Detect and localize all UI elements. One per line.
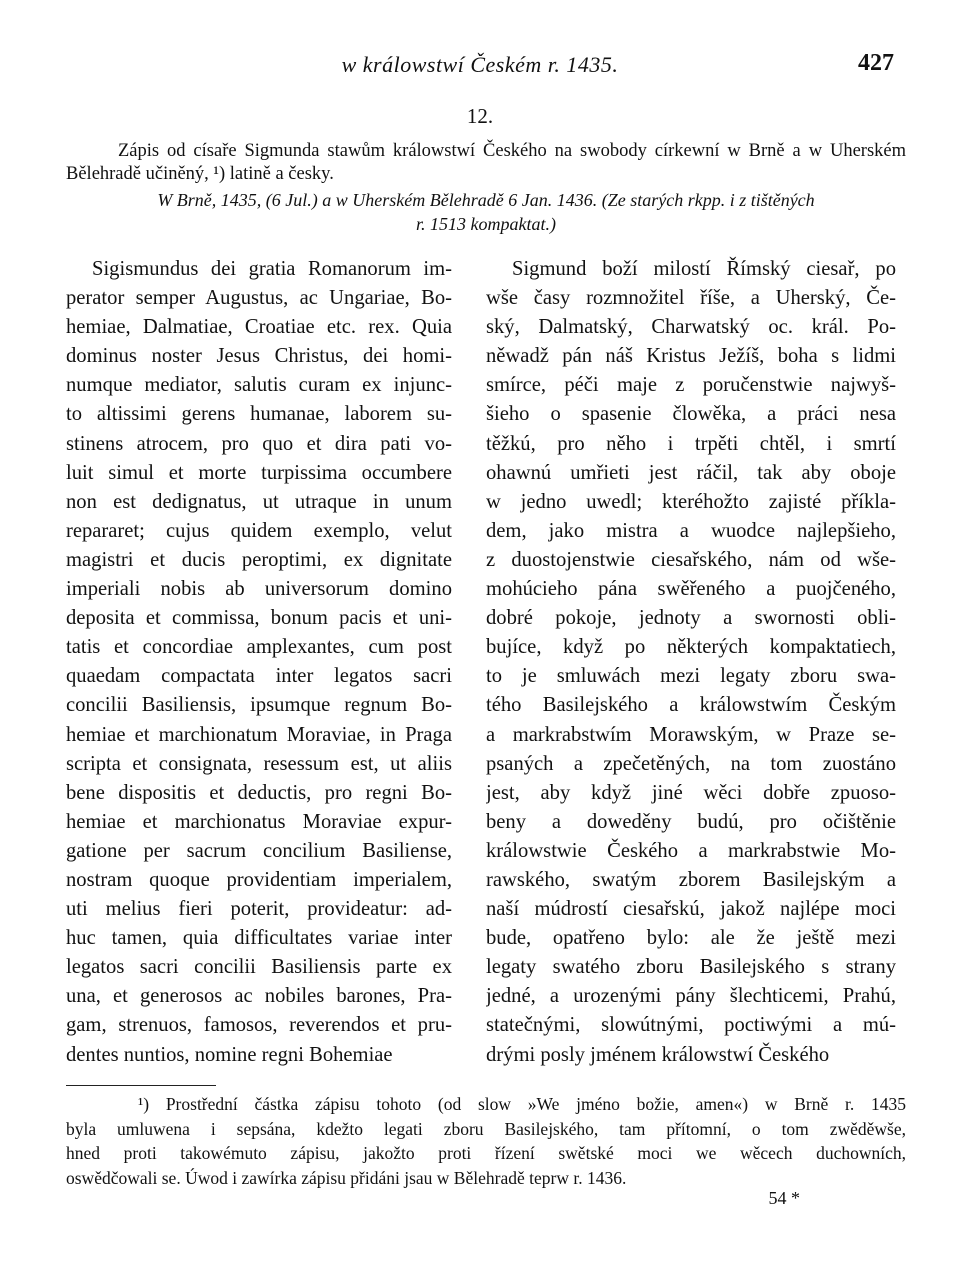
latin-text-line: to altissimi gerens humanae, laborem su- — [66, 403, 452, 426]
czech-text-line: jedné, a urozenými pány šlechticemi, Prahú, — [486, 985, 896, 1008]
latin-text-line: non est dedignatus, ut utraque in unum — [66, 490, 452, 513]
latin-text-line: hemiae, Dalmatiae, Croatiae etc. rex. Quia — [66, 316, 452, 339]
footnote-rule — [66, 1085, 216, 1086]
czech-text-line: tého Basilejského a králowstwím Českým — [486, 694, 896, 717]
latin-text-line: repararet; cujus quidem exemplo, velut — [66, 519, 452, 542]
latin-text-line: scripta et consignata, resessum est, ut aliis — [66, 752, 452, 775]
latin-text-line: imperiali nobis ab universorum domino — [66, 578, 452, 601]
czech-text-line: mohúcieho pána swěřeného a puojčeného, — [486, 578, 896, 601]
latin-text-line: gam, strenuos, famosos, reverendos et pru- — [66, 1014, 452, 1037]
running-title: w králowstwí Českém r. 1435. — [341, 52, 619, 77]
czech-text-line: statečnými, slowútnými, poctiwými a mú- — [486, 1014, 896, 1037]
czech-text-line: to je smluwách mezi legaty zboru swa- — [486, 665, 896, 688]
czech-text-line: w jedno uwedl; kteréhožto zajisté příkla- — [486, 490, 896, 513]
latin-text-line: hemiae et marchionatus Moraviae expur- — [66, 810, 452, 833]
document-heading: Zápis od císaře Sigmunda stawům králowstwí Českého na swobody církewní w Brně a w Uherském Bělehradě učiněný, ¹) latině a česky. — [66, 141, 906, 184]
czech-text-line: z duostojenstwie ciesařského, nám od wše- — [486, 548, 896, 571]
czech-text-line: smírce, péči maje z poručenstwie najwyš- — [486, 374, 896, 397]
latin-text-line: una, et generosos ac nobiles barones, Pra- — [66, 985, 452, 1008]
printer-signature-mark: 54 * — [768, 1188, 800, 1208]
provenance-line-2: r. 1513 kompaktat.) — [416, 214, 556, 234]
latin-text-line: perator semper Augustus, ac Ungariae, Bo- — [66, 287, 452, 310]
footnote-line: byla umluwena i sepsána, kdežto legati zboru Basilejského, tam přítomní, o tom zwěděwše, — [66, 1118, 906, 1139]
czech-text-line: drými posly jménem králowstwí Českého — [486, 1043, 830, 1066]
footnote-line: oswědčowali se. Úwod i zawírka zápisu přidáni jsau w Bělehradě teprw r. 1436. — [66, 1167, 627, 1188]
czech-text-line: psaných a zpečetěných, na tom zuostáno — [486, 752, 896, 775]
latin-text-line: tatis et concordiae amplexantes, cum post — [66, 636, 452, 659]
latin-text-line: hemiae et marchionatum Moraviae, in Praga — [66, 723, 452, 746]
footnote-line: ¹) Prostřední částka zápisu tohoto (od slow »We jméno božie, amen«) w Brně r. 1435 — [138, 1094, 906, 1114]
latin-text-line: concilii Basiliensis, ipsumque regnum Bo- — [66, 694, 452, 717]
czech-text-column — [486, 255, 896, 1070]
czech-text-line: rawského, swatým zborem Basilejským a — [486, 868, 896, 891]
latin-text-line: deposita et commissa, bonum pacis et uni- — [66, 607, 452, 630]
czech-text-line: Sigmund boží milostí Římský ciesař, po — [512, 258, 896, 280]
latin-text-line: luit simul et morte turpissima occumbere — [66, 461, 452, 484]
provenance-line-1: W Brně, 1435, (6 Jul.) a w Uherském Bělehradě 6 Jan. 1436. (Ze starých rkpp. i z tištěných — [157, 190, 815, 210]
latin-text-line: gatione per sacrum concilium Basiliense, — [66, 839, 452, 862]
latin-text-line: dominus noster Jesus Christus, dei homi- — [66, 345, 452, 368]
czech-text-line: králowstwie Českého a markrabstwie Mo- — [486, 839, 896, 862]
latin-text-line: magistri et ducis peroptimi, ex dignitate — [66, 548, 452, 571]
czech-text-line: těžkú, pro něho i trpěti chtěl, i smrtí — [486, 432, 896, 455]
czech-text-line: dobré pokoje, jednoty a swornosti obli- — [486, 607, 896, 630]
czech-text-line: bujíce, když po některých kompaktatiech, — [486, 636, 896, 659]
latin-text-line: Sigismundus dei gratia Romanorum im- — [92, 258, 452, 280]
latin-text-line: dentes nuntios, nomine regni Bohemiae — [66, 1043, 393, 1066]
document-number: 12. — [466, 104, 494, 128]
czech-text-line: naší múdrostí ciesařskú, jakož najlépe moci — [486, 898, 896, 921]
page-number: 427 — [858, 50, 894, 76]
czech-text-line: legaty swatého zboru Basilejského s strany — [486, 956, 896, 979]
latin-text-line: stinens atrocem, pro quo et dira pati vo- — [66, 432, 452, 455]
czech-text-line: ohawnú umřieti jest ráčil, tak aby oboje — [486, 461, 896, 484]
czech-text-line: něwadž pán náš Kristus Ježíš, boha s lidmi — [486, 345, 896, 368]
czech-text-line: wše časy rozmnožitel říše, a Uherský, Če- — [486, 287, 896, 310]
latin-text-column — [66, 255, 452, 1070]
latin-text-line: numque mediator, salutis curam ex injunc- — [66, 374, 452, 397]
footnote — [66, 1092, 906, 1190]
latin-text-line: nostram quoque providentiam imperialem, — [66, 868, 452, 891]
czech-text-line: beny a doweděny budú, pro očištěnie — [486, 810, 896, 833]
provenance-note — [66, 188, 906, 236]
czech-text-line: šieho o spasenie člowěka, a práci nesa — [486, 403, 896, 426]
latin-text-line: huc tamen, quia difficultates variae inter — [66, 927, 452, 950]
footnote-line: hned proti takowémuto zápisu, jakožto proti řízení swětské moci we wěcech duchowních, — [66, 1143, 906, 1163]
latin-text-line: bene dispositis et deductis, pro regni Bo- — [66, 781, 452, 804]
czech-text-line: bude, opatřeno bylo: ale že ještě mezi — [486, 927, 896, 950]
czech-text-line: a markrabstwím Morawským, w Praze se- — [486, 723, 896, 746]
latin-text-line: quaedam compactata inter legatos sacri — [66, 665, 452, 688]
latin-text-line: uti melius fieri poterit, provideatur: ad- — [66, 898, 452, 921]
czech-text-line: jest, aby když jiné wěci dobře zpuoso- — [486, 781, 896, 804]
czech-text-line: ský, Dalmatský, Charwatský oc. král. Po- — [486, 316, 896, 339]
latin-text-line: legatos sacri concilii Basiliensis parte ex — [66, 956, 452, 979]
czech-text-line: dem, jako mistra a wuodce najlepšieho, — [486, 519, 896, 542]
